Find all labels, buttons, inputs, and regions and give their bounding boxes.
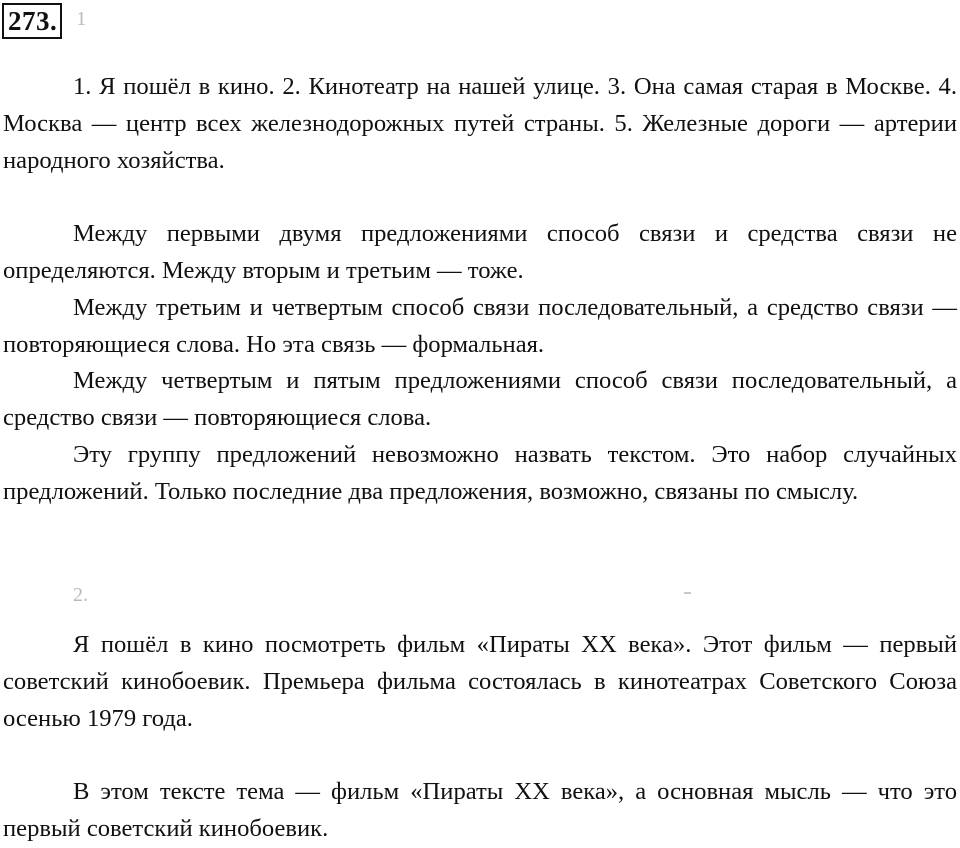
spacer — [3, 179, 957, 216]
analysis-paragraph-4: Эту группу предложений невозможно назвать текстом. Это набор случайных предложений. Только последние два предложения, возможно, связаны по смыслу. — [3, 440, 957, 505]
part-2-analysis: В этом тексте тема — фильм «Пираты XX века», а основная мысль — что это первый советский кинобоевик. — [3, 778, 957, 842]
analysis-paragraph-1: Между первыми двумя предложениями способ связи и средства связи не определяются. Между вторым и третьим — тоже. — [3, 220, 957, 284]
part-2-text: Я пошёл в кино посмотреть фильм «Пираты XX века». Этот фильм — первый советский кинобоевик. Премьера фильма состоялась в кинотеатрах Советского Союза осенью 1979 года. — [3, 631, 957, 732]
part-1-sentences: 1. Я пошёл в кино. 2. Кинотеатр на нашей улице. 3. Она самая старая в Москве. 4. Москва — центр всех железнодорожных путей страны. 5. Железные дороги — артерии народного хозяйства. — [3, 73, 957, 174]
part-1-label: 1 — [76, 8, 87, 30]
analysis-paragraph-2: Между третьим и четвертым способ связи последовательный, а средство связи — повторяющиеся слова. Но эта связь — формальная. — [3, 293, 957, 358]
stray-mark — [684, 592, 691, 594]
analysis-paragraph-3: Между четвертым и пятым предложениями способ связи последовательный, а средство связи — повторяющиеся слова. — [3, 367, 957, 432]
spacer — [3, 737, 957, 774]
exercise-number: 273. — [2, 3, 62, 39]
exercise-header — [2, 3, 86, 39]
part-2-label: 2. — [73, 584, 88, 606]
part-2-section — [3, 627, 957, 848]
part-1-section — [3, 69, 957, 511]
